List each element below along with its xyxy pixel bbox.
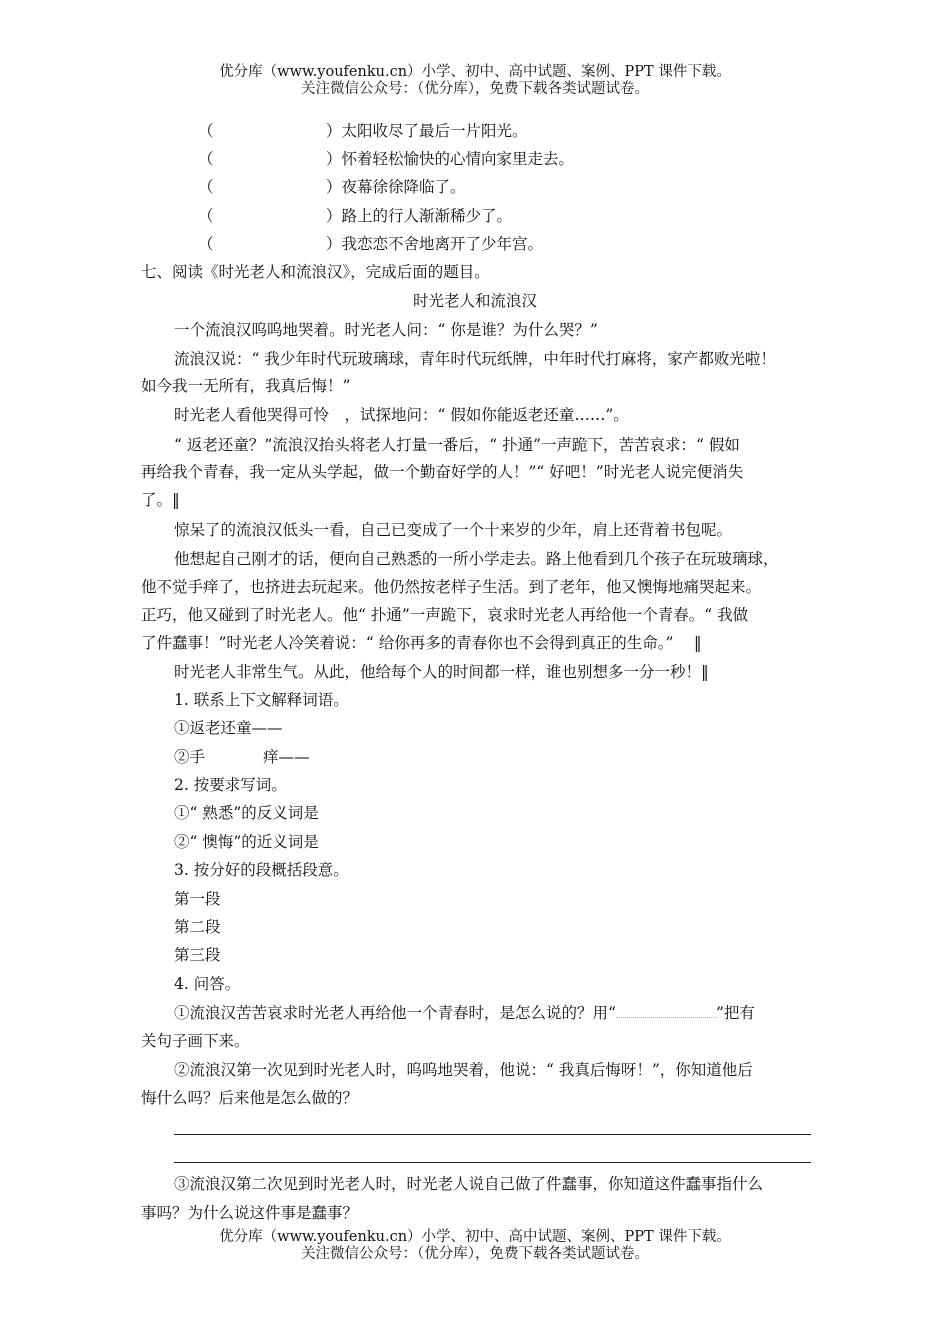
header-line-1: 优分库（www.youfenku.cn）小学、初中、高中试题、案例、PPT 课件下载。 — [219, 64, 731, 80]
question-4a — [174, 1003, 755, 1023]
story-paragraph: 一个流浪汉呜呜地哭着。时光老人问：“ 你是谁？为什么哭？” — [174, 321, 598, 339]
order-item — [198, 177, 466, 197]
open-paren: （ — [198, 150, 214, 168]
question-1a: ①返老还童—— — [174, 719, 283, 737]
open-paren: （ — [198, 235, 214, 253]
question-4a-cont: 关句子画下来。 — [141, 1032, 250, 1050]
order-item-text: 我恋恋不舍地离开了少年宫。 — [341, 235, 544, 253]
story-paragraph-cont: 如今我一无所有，我真后悔！” — [141, 377, 351, 395]
order-item-text: 太阳收尽了最后一片阳光。 — [341, 122, 528, 140]
story-paragraph: “ 返老还童？”流浪汉抬头将老人打量一番后，“ 扑通”一声跪下，苦苦哀求：“ 假如 — [174, 436, 740, 454]
open-paren: （ — [198, 122, 214, 140]
question-3c: 第三段 — [174, 946, 221, 964]
story-paragraph: 惊呆了的流浪汉低头一看，自己已变成了一个十来岁的少年，肩上还背着书包呢。 — [174, 521, 733, 539]
question-4c-cont: 事吗？为什么说这件事是蠢事？ — [141, 1204, 359, 1222]
close-paren: ） — [326, 207, 342, 225]
question-4b: ②流浪汉第一次见到时光老人时，呜呜地哭着，他说：“ 我真后悔呀！”，你知道他后 — [174, 1061, 753, 1079]
answer-line[interactable] — [174, 1162, 811, 1163]
story-paragraph-cont: 再给我个青春，我一定从头学起，做一个勤奋好学的人！”“ 好吧！”时光老人说完便消失 — [141, 463, 744, 481]
question-1b — [174, 747, 310, 767]
question-1b-part2: 痒—— — [263, 748, 310, 766]
section-heading: 七、阅读《时光老人和流浪汉》，完成后面的题目。 — [141, 263, 490, 281]
question-2a: ①“ 熟悉”的反义词是 — [174, 804, 319, 822]
footer-line-1: 优分库（www.youfenku.cn）小学、初中、高中试题、案例、PPT 课件下载。 — [219, 1229, 731, 1245]
open-paren: （ — [198, 178, 214, 196]
question-4: 4. 问答。 — [174, 975, 241, 993]
question-3: 3. 按分好的段概括段意。 — [174, 861, 349, 879]
story-paragraph-cont: 他不觉手痒了，也挤进去玩起来。他仍然按老样子生活。到了老年，他又懊悔地痛哭起来。 — [141, 578, 762, 596]
story-paragraph-cont: 了。‖ — [141, 491, 180, 509]
order-item-text: 夜幕徐徐降临了。 — [341, 178, 466, 196]
close-paren: ） — [326, 235, 342, 253]
order-item — [198, 206, 512, 226]
order-item-text: 路上的行人渐渐稀少了。 — [341, 207, 513, 225]
story-paragraph: 他想起自己刚才的话，便向自己熟悉的一所小学走去。路上他看到几个孩子在玩玻璃球， — [174, 550, 779, 568]
order-item — [198, 234, 543, 254]
order-item — [198, 149, 574, 169]
story-paragraph: 时光老人非常生气。从此，他给每个人的时间都一样，谁也别想多一分一秒！‖ — [174, 663, 709, 681]
question-3a: 第一段 — [174, 890, 221, 908]
question-1: 1. 联系上下文解释词语。 — [174, 691, 349, 709]
story-title: 时光老人和流浪汉 — [412, 292, 537, 310]
footer-line-2: 关注微信公众号：（优分库），免费下载各类试题试卷。 — [301, 1246, 649, 1262]
question-4c: ③流浪汉第二次见到时光老人时，时光老人说自己做了件蠢事，你知道这件蠢事指什么 — [174, 1175, 764, 1193]
close-paren: ） — [326, 178, 342, 196]
story-paragraph: 时光老人看他哭得可怜 ，试探地问：“ 假如你能返老还童……”。 — [174, 406, 629, 424]
open-paren: （ — [198, 207, 214, 225]
story-paragraph: 流浪汉说：“ 我少年时代玩玻璃球，青年时代玩纸牌，中年时代打麻将，家产都败光啦！ — [174, 350, 776, 368]
answer-line[interactable] — [174, 1134, 811, 1135]
question-2: 2. 按要求写词。 — [174, 776, 287, 794]
question-4a-part2: ”把有 — [715, 1004, 755, 1022]
header-line-2: 关注微信公众号：（优分库），免费下载各类试题试卷。 — [301, 81, 649, 97]
question-3b: 第二段 — [174, 918, 221, 936]
close-paren: ） — [326, 122, 342, 140]
question-2b: ②“ 懊悔”的近义词是 — [174, 833, 319, 851]
close-paren: ） — [326, 150, 342, 168]
question-4a-part1: ①流浪汉苦苦哀求时光老人再给他一个青春时，是怎么说的？用“ — [174, 1004, 616, 1022]
story-paragraph-cont: 了件蠢事！”时光老人冷笑着说：“ 给你再多的青春你也不会得到真正的生命。” ‖ — [141, 634, 702, 652]
story-paragraph-cont: 正巧，他又碰到了时光老人。他“ 扑通”一声跪下，哀求时光老人再给他一个青春。“ 我做 — [141, 606, 749, 624]
question-4b-cont: 悔什么吗？后来他是怎么做的？ — [141, 1089, 359, 1107]
wavy-underline-sample — [616, 1007, 716, 1018]
order-item — [198, 121, 528, 141]
question-1b-part1: ②手 — [174, 748, 206, 766]
page-header — [0, 64, 950, 98]
page-footer — [0, 1229, 950, 1263]
order-item-text: 怀着轻松愉快的心情向家里走去。 — [341, 150, 575, 168]
